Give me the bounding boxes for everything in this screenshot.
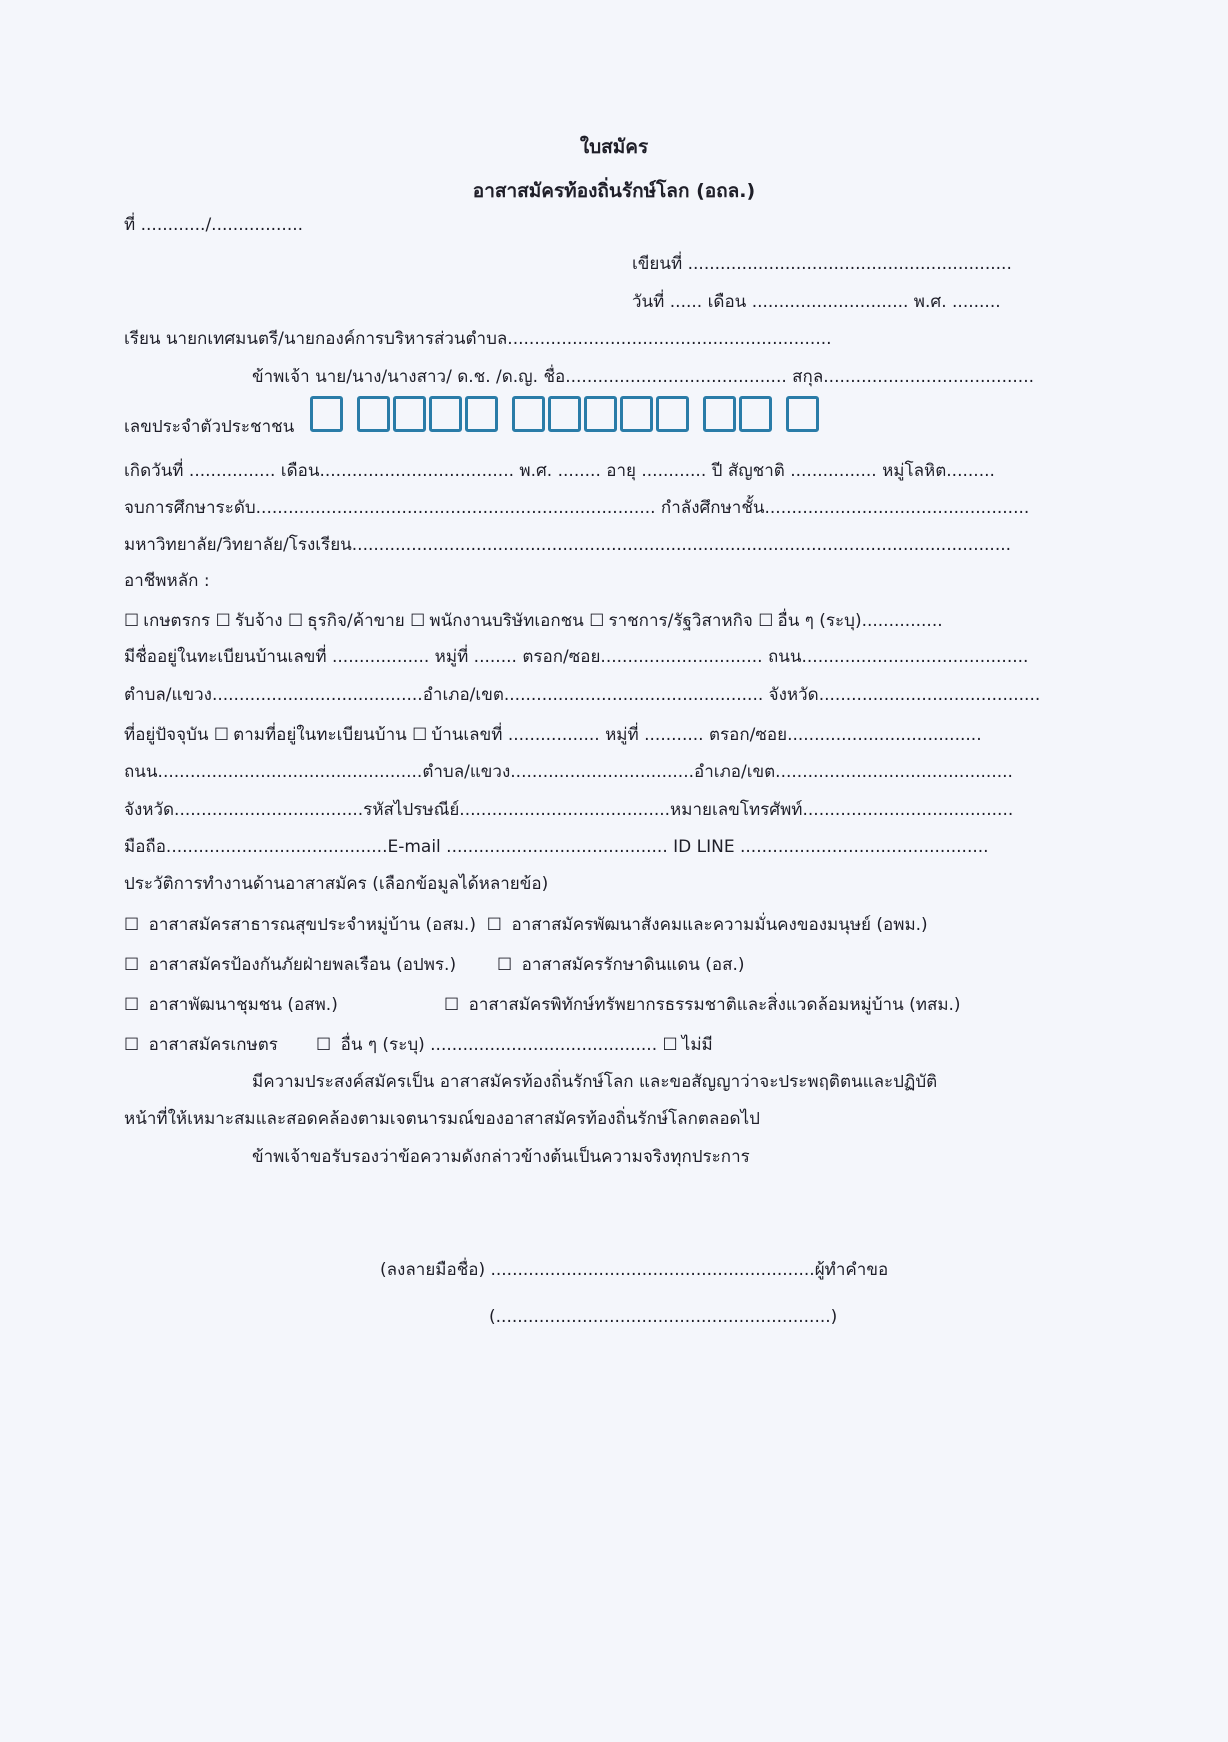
checkbox-icon[interactable]: ☐: [287, 611, 304, 631]
id-number-label: เลขประจำตัวประชาชน: [124, 417, 295, 437]
checkbox-icon[interactable]: ☐: [124, 611, 140, 631]
occupation-option: รับจ้าง: [234, 611, 283, 631]
volunteer-option-row: [316, 1034, 713, 1056]
checkbox-icon[interactable]: ☐: [124, 915, 140, 935]
current-address-line-1: [124, 724, 982, 746]
id-digit-box[interactable]: [584, 396, 617, 432]
occupation-option: พนักงานบริษัทเอกชน: [429, 611, 584, 631]
volunteer-option: อาสาสมัครรักษาดินแดน (อส.): [521, 955, 745, 975]
checkbox-icon[interactable]: ☐: [444, 995, 460, 1015]
current-address-line-3[interactable]: จังหวัด...................................รหัสไปรษณีย์.......................................หมายเลขโทรศัพท์.......................................: [124, 800, 1014, 820]
recipient-line[interactable]: เรียน นายกเทศมนตรี/นายกองค์การบริหารส่วนตำบล............................................................: [124, 329, 832, 349]
volunteer-option-row: [497, 954, 745, 976]
id-number-boxes[interactable]: [310, 396, 819, 432]
volunteer-option-row: [124, 1034, 278, 1056]
volunteer-option: อาสาพัฒนาชุมชน (อสพ.): [148, 995, 338, 1015]
volunteer-option: อาสาสมัครเกษตร: [148, 1035, 278, 1055]
intent-line-1: มีความประสงค์สมัครเป็น อาสาสมัครท้องถิ่นรักษ์โลก และขอสัญญาว่าจะประพฤติตนและปฏิบัติ: [252, 1072, 938, 1092]
school-line[interactable]: มหาวิทยาลัย/วิทยาลัย/โรงเรียน..........................................................................................................................: [124, 535, 1012, 555]
id-digit-box[interactable]: [656, 396, 689, 432]
volunteer-option: ไม่มี: [681, 1035, 713, 1055]
checkbox-icon[interactable]: ☐: [124, 995, 140, 1015]
id-digit-box[interactable]: [465, 396, 498, 432]
checkbox-icon[interactable]: ☐: [497, 955, 513, 975]
education-line[interactable]: จบการศึกษาระดับ.......................................................................... กำลังศึกษาชั้น.................................................: [124, 498, 1030, 518]
volunteer-option: อาสาสมัครสาธารณสุขประจำหมู่บ้าน (อสม.): [148, 915, 476, 935]
date-field[interactable]: วันที่ ...... เดือน ............................. พ.ศ. .........: [632, 292, 1001, 312]
volunteer-option-row: [124, 914, 928, 936]
signature-name-field[interactable]: (..............................................................): [489, 1307, 838, 1327]
id-digit-box[interactable]: [703, 396, 736, 432]
id-digit-box[interactable]: [393, 396, 426, 432]
reference-number-field[interactable]: ที่ ............/.................: [124, 215, 304, 235]
volunteer-option-row: [444, 994, 961, 1016]
volunteer-option: อาสาสมัครป้องกันภัยฝ่ายพลเรือน (อปพร.): [148, 955, 457, 975]
contact-line[interactable]: มือถือ.........................................E-mail ......................................... ID LINE ..............................................: [124, 837, 989, 857]
applicant-name-field[interactable]: ข้าพเจ้า นาย/นาง/นางสาว/ ด.ช. /ด.ญ. ชื่อ......................................... สกุล.......................................: [252, 367, 1035, 387]
id-digit-box[interactable]: [512, 396, 545, 432]
id-digit-box[interactable]: [429, 396, 462, 432]
checkbox-icon[interactable]: ☐: [486, 915, 503, 935]
occupation-option: ธุรกิจ/ค้าขาย: [307, 611, 405, 631]
occupation-label: อาชีพหลัก :: [124, 571, 210, 591]
checkbox-icon[interactable]: ☐: [124, 955, 140, 975]
checkbox-icon[interactable]: ☐: [213, 725, 230, 745]
id-digit-box[interactable]: [620, 396, 653, 432]
checkbox-icon[interactable]: ☐: [412, 725, 428, 745]
occupation-option: ราชการ/รัฐวิสาหกิจ: [608, 611, 753, 631]
volunteer-other-field[interactable]: อื่น ๆ (ระบุ) ..........................................: [340, 1035, 658, 1055]
checkbox-icon[interactable]: ☐: [758, 611, 774, 631]
registered-address-line-2[interactable]: ตำบล/แขวง.......................................อำเภอ/เขต................................................ จังหวัด.........................................: [124, 685, 1041, 705]
id-digit-box[interactable]: [357, 396, 390, 432]
checkbox-icon[interactable]: ☐: [662, 1035, 678, 1055]
form-subtitle: อาสาสมัครท้องถิ่นรักษ์โลก (อถล.): [472, 180, 756, 202]
id-digit-box[interactable]: [310, 396, 343, 432]
birth-date-line[interactable]: เกิดวันที่ ................ เดือน.................................... พ.ศ. ........ อายุ ............ ปี สัญชาติ ................ หมู่โลหิต.........: [124, 461, 995, 481]
same-as-registered-option: ตามที่อยู่ในทะเบียนบ้าน: [233, 725, 407, 745]
checkbox-icon[interactable]: ☐: [316, 1035, 332, 1055]
occupation-option: เกษตรกร: [143, 611, 211, 631]
signature-line[interactable]: (ลงลายมือชื่อ) ............................................................ผู้ทำคำขอ: [380, 1260, 889, 1280]
intent-line-2: หน้าที่ให้เหมาะสมและสอดคล้องตามเจตนารมณ์ของอาสาสมัครท้องถิ่นรักษ์โลกตลอดไป: [124, 1109, 760, 1129]
form-title: ใบสมัคร: [579, 136, 649, 158]
certify-line: ข้าพเจ้าขอรับรองว่าข้อความดังกล่าวข้างต้นเป็นความจริงทุกประการ: [252, 1147, 750, 1167]
id-digit-box[interactable]: [786, 396, 819, 432]
occupation-option[interactable]: อื่น ๆ (ระบุ)...............: [777, 611, 943, 631]
current-address-line-2[interactable]: ถนน.................................................ตำบล/แขวง..................................อำเภอ/เขต............................................: [124, 762, 1013, 782]
checkbox-icon[interactable]: ☐: [589, 611, 605, 631]
checkbox-icon[interactable]: ☐: [410, 611, 426, 631]
volunteer-option: อาสาสมัครพิทักษ์ทรัพยากรธรรมชาติและสิ่งแวดล้อมหมู่บ้าน (ทสม.): [468, 995, 961, 1015]
house-number-field[interactable]: บ้านเลขที่ ................. หมู่ที่ ........... ตรอก/ซอย....................................: [431, 725, 982, 745]
occupation-options: [124, 610, 943, 632]
registered-address-line-1[interactable]: มีชื่ออยู่ในทะเบียนบ้านเลขที่ .................. หมู่ที่ ........ ตรอก/ซอย.............................. ถนน..........................................: [124, 647, 1029, 667]
volunteer-history-heading: ประวัติการทำงานด้านอาสาสมัคร (เลือกข้อมูลได้หลายข้อ): [124, 874, 549, 894]
volunteer-option-row: [124, 994, 338, 1016]
written-at-field[interactable]: เขียนที่ ............................................................: [632, 254, 1012, 274]
volunteer-option-row: [124, 954, 456, 976]
checkbox-icon[interactable]: ☐: [124, 1035, 140, 1055]
id-digit-box[interactable]: [548, 396, 581, 432]
volunteer-option: อาสาสมัครพัฒนาสังคมและความมั่นคงของมนุษย์ (อพม.): [511, 915, 928, 935]
current-address-label: ที่อยู่ปัจจุบัน: [124, 725, 209, 745]
checkbox-icon[interactable]: ☐: [215, 611, 231, 631]
id-digit-box[interactable]: [739, 396, 772, 432]
